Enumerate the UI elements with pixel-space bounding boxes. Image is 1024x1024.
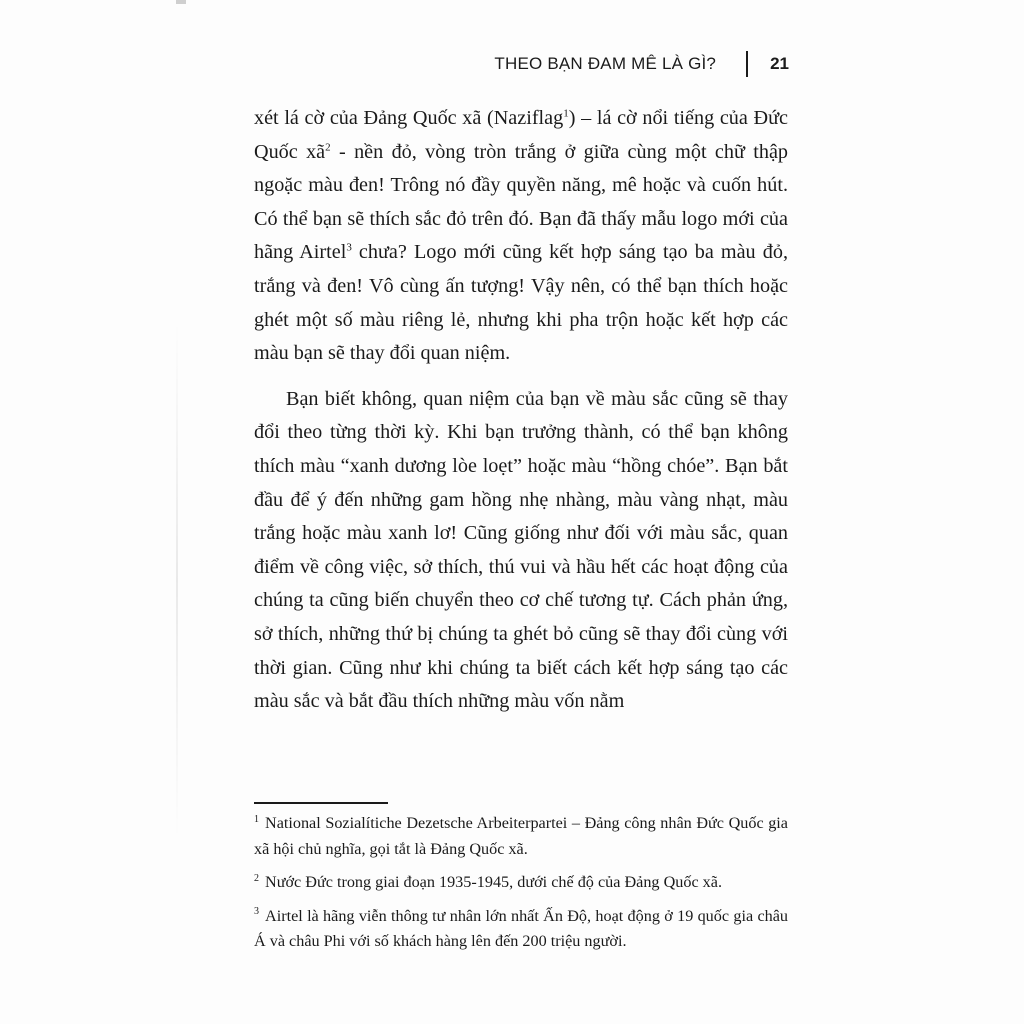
- footnote-text: Nước Đức trong giai đoạn 1935-1945, dưới chế độ của Đảng Quốc xã.: [265, 873, 723, 891]
- footnote-divider: [254, 802, 388, 804]
- footnote-text: National Sozialítiche Dezetsche Arbeiterpartei – Đảng công nhân Đức Quốc gia xã hội chủ nghĩa, gọi tắt là Đảng Quốc xã.: [254, 814, 788, 858]
- running-title: THEO BẠN ĐAM MÊ LÀ GÌ?: [494, 54, 717, 73]
- paragraph-1-segment: ) – lá cờ nổi tiếng của Đức Quốc xã: [254, 107, 788, 163]
- running-header: [494, 50, 789, 78]
- page-number: 21: [770, 54, 789, 73]
- footnote-mark: 2: [254, 872, 259, 884]
- paragraph-2: Bạn biết không, quan niệm của bạn về màu sắc cũng sẽ thay đổi theo từng thời kỳ. Khi bạn trưởng thành, có thể bạn không thích màu “xanh dương lòe loẹt” hoặc màu “hồng chóe”. Bạn bắt đầu để ý đến những gam hồng nhẹ nhàng, màu vàng nhạt, màu trắng hoặc màu xanh lơ! Cũng giống như đối với màu sắc, quan điểm về công việc, sở thích, thú vui và hầu hết các hoạt động của chúng ta cũng biến chuyển theo cơ chế tương tự. Cách phản ứng, sở thích, những thứ bị chúng ta ghét bỏ cũng sẽ thay đổi cùng với thời gian. Cũng như khi chúng ta biết cách kết hợp sáng tạo các màu sắc và bắt đầu thích những màu vốn nằm: [254, 387, 788, 713]
- footnote-ref-1: 1: [563, 107, 569, 120]
- footnote-ref-3: 3: [346, 241, 352, 254]
- footnote-2: [254, 870, 788, 896]
- footnote-text: Airtel là hãng viễn thông tư nhân lớn nhất Ấn Độ, hoạt động ở 19 quốc gia châu Á và châu Phi với số khách hàng lên đến 200 triệu người.: [254, 906, 788, 950]
- header-divider: [746, 51, 748, 77]
- paragraph-1-segment: chưa? Logo mới cũng kết hợp sáng tạo ba màu đỏ, trắng và đen! Vô cùng ấn tượng! Vậy nên, có thể bạn thích hoặc ghét một số màu riêng lẻ, nhưng khi pha trộn hoặc kết hợp các màu bạn sẽ thay đổi quan niệm.: [254, 241, 788, 365]
- footnote-mark: 1: [254, 813, 259, 825]
- footnote-ref-2: 2: [325, 140, 331, 153]
- body-text: [254, 102, 788, 719]
- scan-mark: [176, 0, 186, 4]
- footnote-1: [254, 811, 788, 862]
- footnotes: [254, 811, 788, 963]
- page-edge-shadow: [176, 320, 178, 840]
- footnote-3: [254, 904, 788, 955]
- footnote-mark: 3: [254, 906, 259, 918]
- paragraph-1-segment: xét lá cờ của Đảng Quốc xã (Naziflag: [254, 107, 564, 129]
- paragraph-1-segment: - nền đỏ, vòng tròn trắng ở giữa cùng một chữ thập ngoặc màu đen! Trông nó đầy quyền năng, mê hoặc và cuốn hút. Có thể bạn sẽ thích sắc đỏ trên đó. Bạn đã thấy mẫu logo mới của hãng Airtel: [254, 140, 789, 264]
- paragraph-1: [254, 102, 788, 371]
